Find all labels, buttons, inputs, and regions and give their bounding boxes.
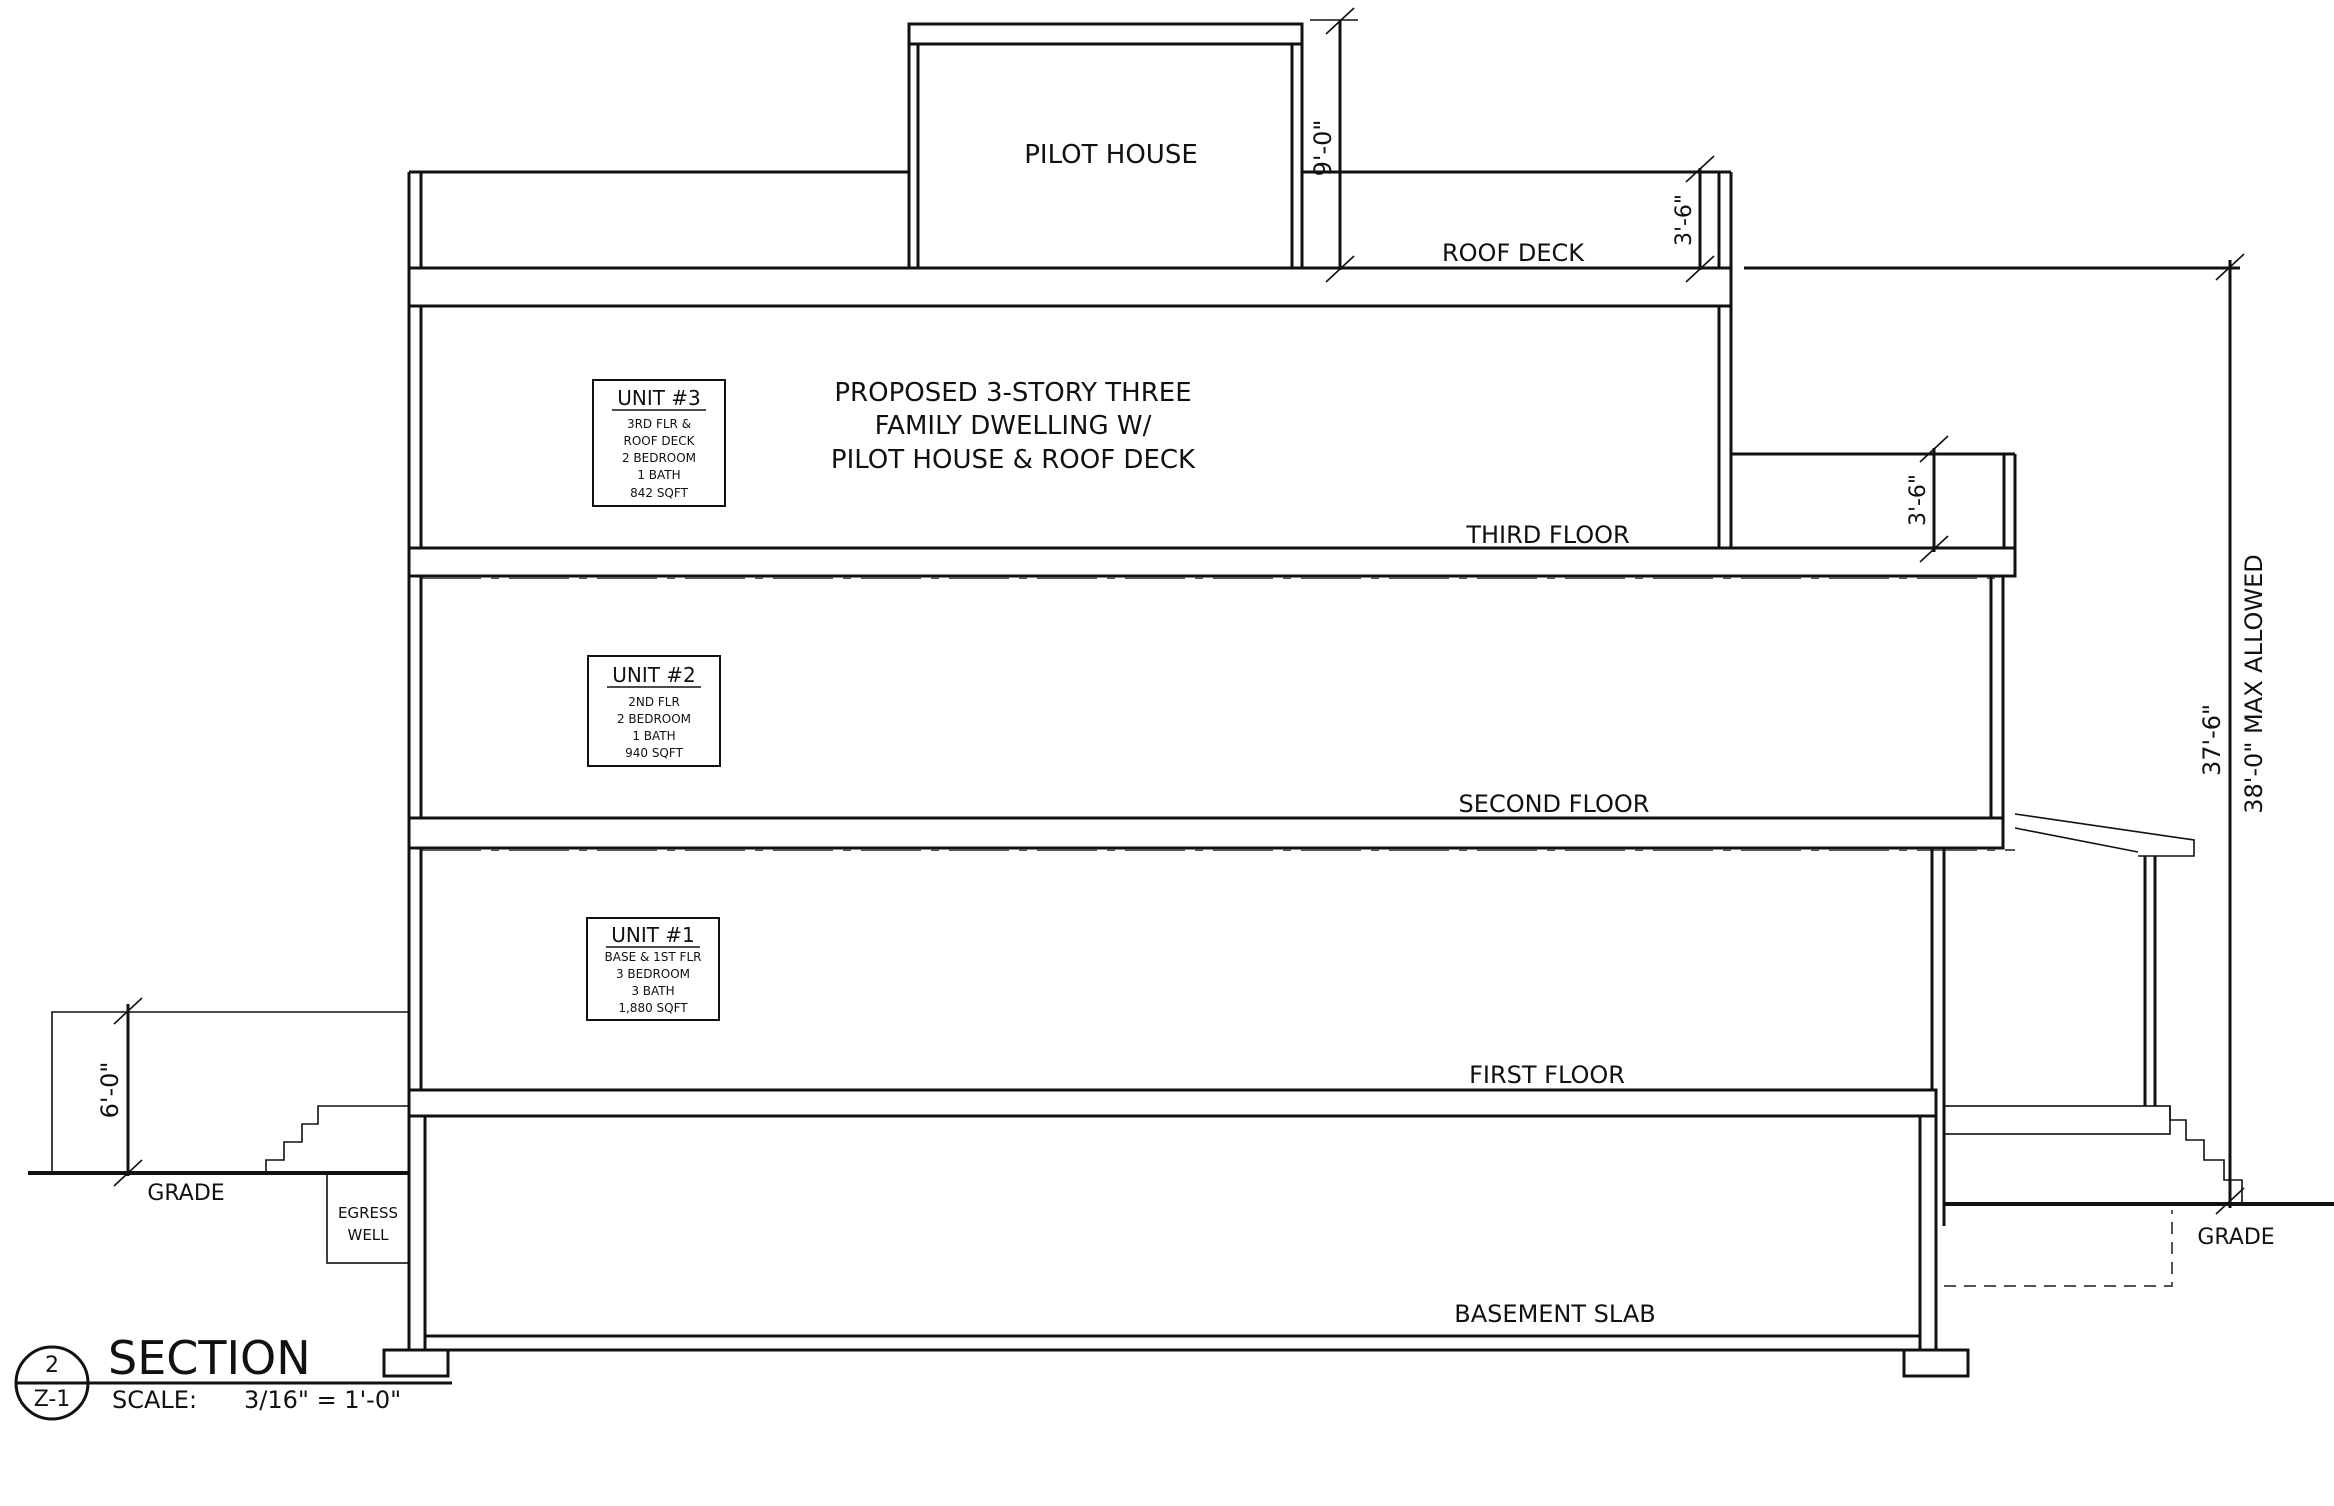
svg-text:940 SQFT: 940 SQFT [625,746,683,760]
third-floor-slab [409,548,2015,576]
unit-2-title: UNIT #2 [612,663,696,687]
unit-2-box [588,656,720,766]
egress-well-label-1: EGRESS [337,1204,399,1222]
dim-left-grade-text: 6'-0" [96,1061,124,1119]
svg-text:1,880 SQFT: 1,880 SQFT [618,1001,688,1015]
svg-text:2 BEDROOM: 2 BEDROOM [616,712,692,726]
third-floor-label: THIRD FLOOR [1466,521,1630,549]
roof-slab [409,268,1731,306]
first-floor-walls [409,848,1944,1226]
grade-left-label: GRADE [147,1181,225,1206]
unit-1-title: UNIT #1 [611,923,695,947]
unit-3-box [593,380,725,506]
basement-slab [425,1336,1920,1350]
svg-text:3 BATH: 3 BATH [631,984,675,998]
title-line-2: FAMILY DWELLING W/ [874,411,1152,441]
dim-third-rail-text: 3'-6" [1906,473,1931,527]
porch-roof [2015,814,2194,1106]
section-sheet: Z-1 [33,1387,71,1412]
right-grade-area [1944,1106,2334,1286]
svg-text:ROOF DECK: ROOF DECK [623,434,695,448]
svg-text:1 BATH: 1 BATH [637,468,681,482]
svg-text:2ND FLR: 2ND FLR [628,695,680,709]
pilot-house-label: PILOT HOUSE [1024,140,1198,170]
unit-3-title: UNIT #3 [617,386,701,410]
egress-well-label-2: WELL [347,1226,389,1244]
first-floor-slab [409,1090,1936,1116]
svg-text:3 BEDROOM: 3 BEDROOM [615,967,691,981]
scale-value: 3/16" = 1'-0" [244,1386,402,1414]
grade-right-label: GRADE [2197,1225,2275,1250]
title-line-3: PILOT HOUSE & ROOF DECK [830,445,1196,475]
dim-pilot-house-text: 9'-0" [1309,119,1337,177]
dim-total-height-text: 37'-6" [2198,703,2226,777]
svg-text:1 BATH: 1 BATH [632,729,676,743]
dim-total-height [1744,254,2244,1214]
dim-roof-rail-text: 3'-6" [1672,193,1697,247]
basement-slab-label: BASEMENT SLAB [1454,1300,1656,1328]
section-number: 2 [45,1353,59,1378]
left-footing [384,1350,448,1376]
section-title: SECTION [108,1331,311,1385]
dim-max-allowed-text: 38'-0" MAX ALLOWED [2240,554,2268,814]
unit-1-box [587,918,719,1020]
scale-label: SCALE: [112,1386,198,1414]
svg-text:842 SQFT: 842 SQFT [630,486,688,500]
right-footing [1904,1350,1968,1376]
svg-text:3RD FLR &: 3RD FLR & [626,417,692,431]
roof-deck-label: ROOF DECK [1441,239,1585,267]
svg-text:BASE & 1ST FLR: BASE & 1ST FLR [604,950,702,964]
second-floor-label: SECOND FLOOR [1458,790,1650,818]
first-floor-label: FIRST FLOOR [1469,1061,1625,1089]
basement-walls [409,1116,1936,1350]
title-line-1: PROPOSED 3-STORY THREE [834,378,1192,408]
second-floor-slab [409,818,2003,848]
third-floor-deck-parapet [1731,454,2015,548]
svg-text:2 BEDROOM: 2 BEDROOM [621,451,697,465]
